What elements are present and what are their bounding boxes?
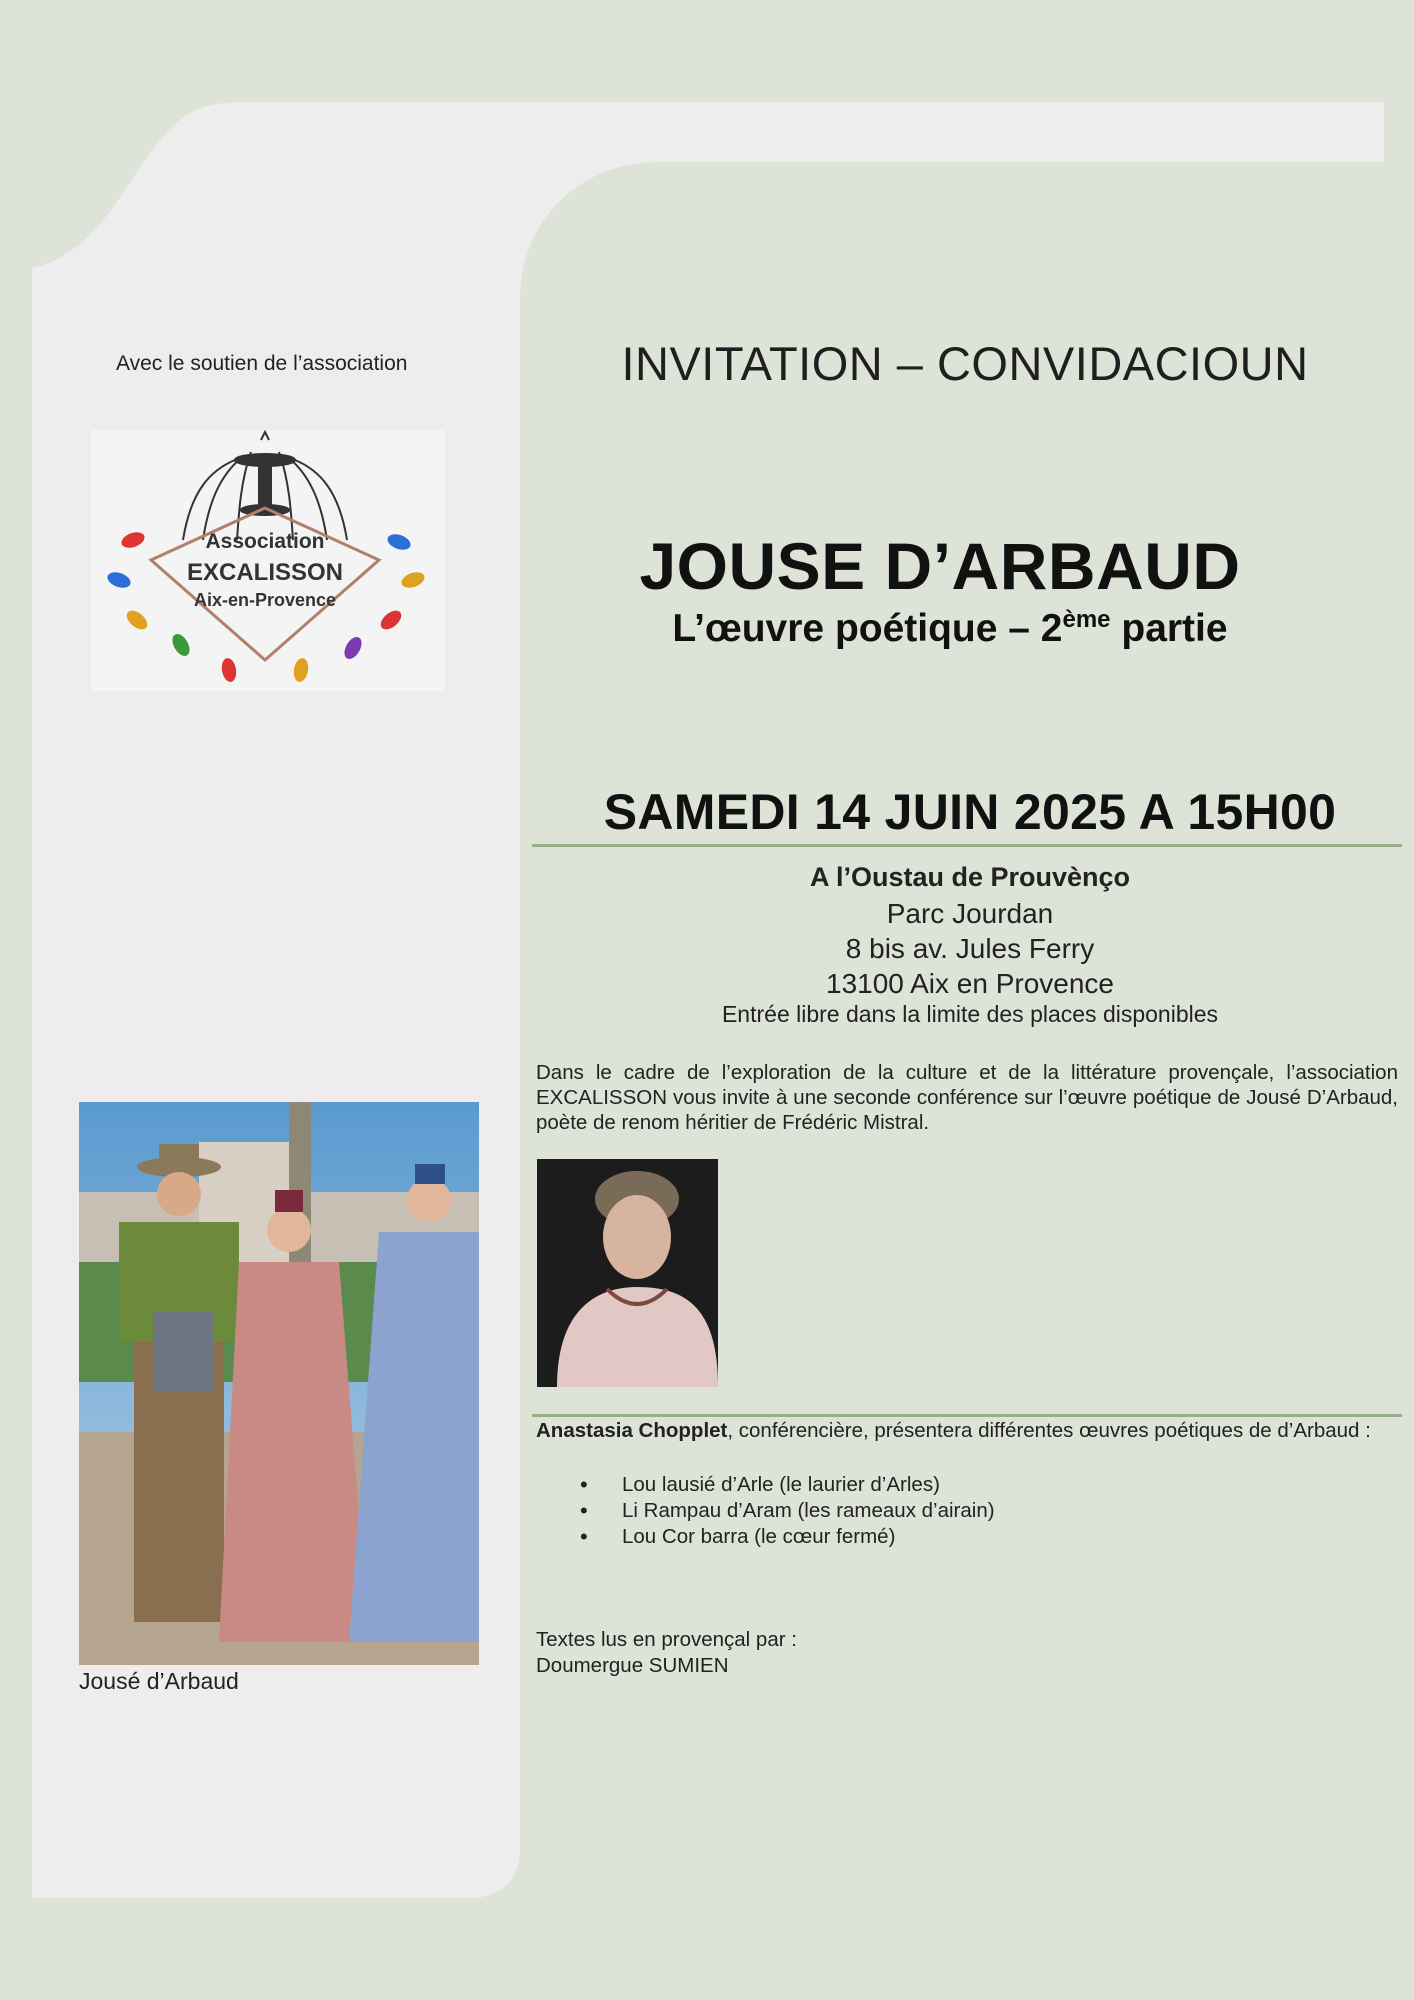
event-date: SAMEDI 14 JUIN 2025 A 15H00 <box>603 784 1337 840</box>
page-title: JOUSE D’ARBAUD <box>639 529 1241 603</box>
venue-park: Parc Jourdan <box>886 898 1054 929</box>
readers-name: Doumergue SUMIEN <box>536 1654 729 1677</box>
subtitle-end: partie <box>1110 607 1228 650</box>
subtitle-superscript: ème <box>1062 606 1111 633</box>
subtitle <box>540 606 1360 651</box>
divider <box>532 844 1402 847</box>
photo-caption: Jousé d’Arbaud <box>79 1668 239 1694</box>
works-list <box>580 1472 1280 1550</box>
association-logo <box>91 430 445 691</box>
fountain-icon <box>183 432 347 540</box>
list-item: • Li Rampau d’Aram (les rameaux d’airain) <box>580 1498 1280 1524</box>
historical-photo <box>79 1102 479 1665</box>
intro-paragraph: Dans le cadre de l’exploration de la culture et de la littérature provençale, l’association EXCALISSON vous invite à une seconde conférence sur l’œuvre poétique de Jousé D’Arbaud, poète de renom héritier de Frédéric Mistral. <box>536 1061 1398 1134</box>
divider <box>532 1414 1402 1417</box>
admission-note: Entrée libre dans la limite des places disponibles <box>721 1001 1219 1027</box>
venue-name: A l’Oustau de Prouvènço <box>809 862 1131 892</box>
logo-line-1: Association <box>205 530 325 553</box>
speaker-paragraph <box>536 1418 1398 1444</box>
support-text: Avec le soutien de l’association <box>116 352 408 375</box>
logo-line-3: Aix-en-Provence <box>193 590 337 610</box>
list-item: • Lou Cor barra (le cœur fermé) <box>580 1524 1280 1550</box>
speaker-name: Anastasia Chopplet <box>536 1419 728 1442</box>
speaker-description: , conférencière, présentera différentes œuvres poétiques de d’Arbaud : <box>727 1419 1371 1442</box>
logo-line-2: EXCALISSON <box>186 559 344 586</box>
venue-city: 13100 Aix en Provence <box>826 968 1114 999</box>
invitation-heading: INVITATION – CONVIDACIOUN <box>621 337 1309 390</box>
list-item: • Lou lausié d’Arle (le laurier d’Arles) <box>580 1472 1280 1498</box>
speaker-photo <box>537 1159 718 1387</box>
readers-label: Textes lus en provençal par : <box>536 1628 797 1651</box>
venue-street: 8 bis av. Jules Ferry <box>845 933 1095 964</box>
subtitle-main: L’œuvre poétique – 2 <box>672 607 1063 650</box>
